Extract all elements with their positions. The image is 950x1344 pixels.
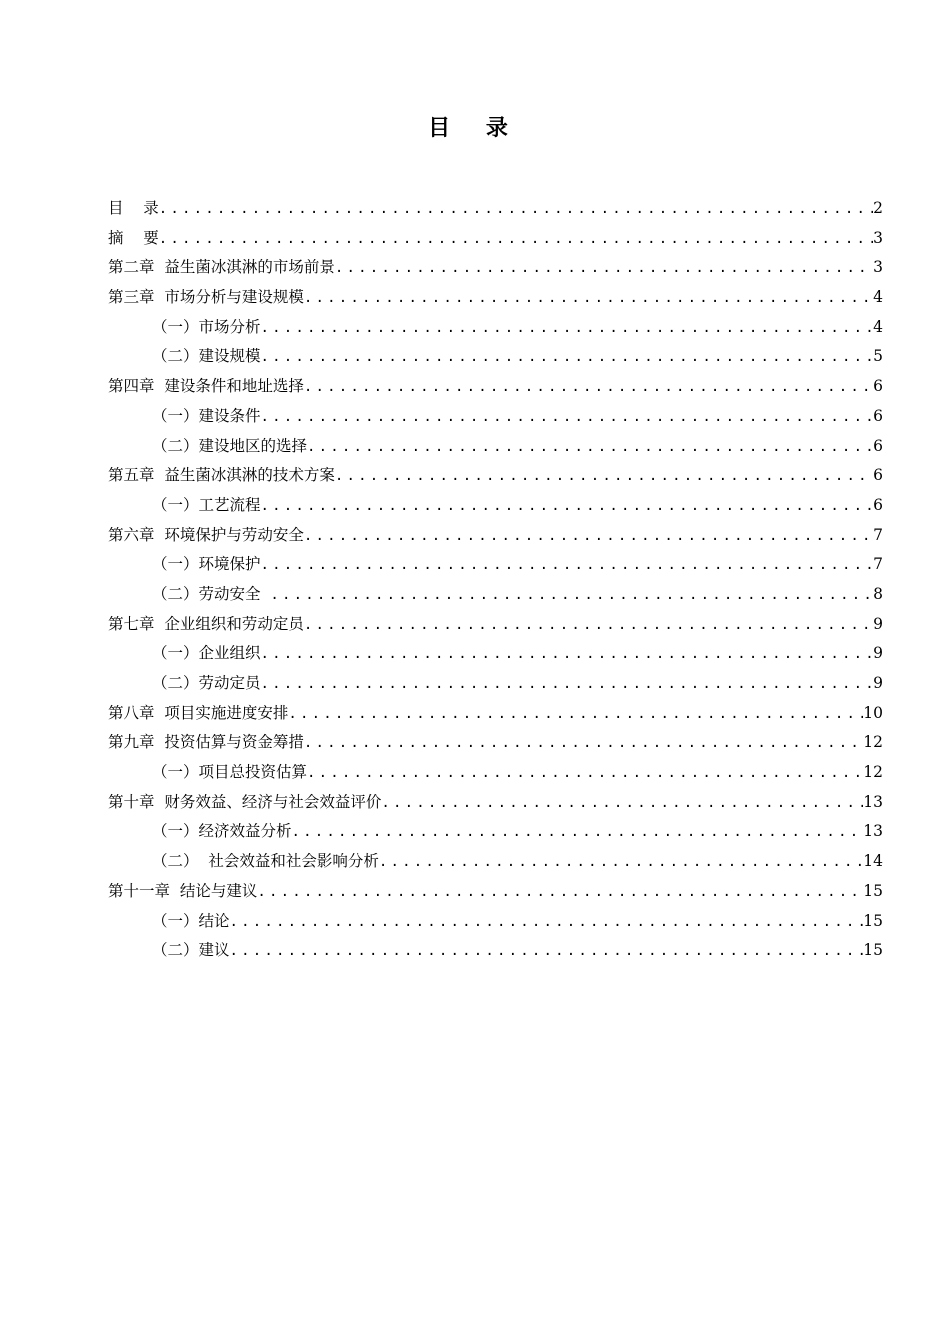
toc-entry-page-number: 9 [873,614,883,633]
toc-entry[interactable] [108,669,883,699]
toc-entry-label: （二）建议 [152,941,230,960]
toc-entry-page-number: 14 [863,852,883,871]
toc-entry[interactable] [108,432,883,462]
toc-entry-label: 第八章 项目实施进度安排 [108,703,289,722]
toc-entry-label: 目 录 [108,199,159,217]
toc-dot-leader [261,640,874,670]
toc-entry[interactable] [108,283,883,313]
toc-entry-label: （二） 社会效益和社会影响分析 [152,852,379,871]
toc-entry-page-number: 6 [873,377,883,396]
toc-entry-label: （一）市场分析 [152,317,261,336]
toc-dot-leader [307,759,863,789]
table-of-contents [108,194,883,966]
toc-entry[interactable] [108,253,883,283]
toc-dot-leader [288,700,863,730]
toc-entry[interactable] [108,342,883,372]
toc-dot-leader [304,729,863,759]
toc-entry-page-number: 6 [873,466,883,485]
toc-entry-label: 第五章 益生菌冰淇淋的技术方案 [108,466,335,485]
toc-entry-label: 第四章 建设条件和地址选择 [108,377,304,396]
toc-dot-leader [335,462,873,492]
toc-entry-page-number: 12 [863,733,883,752]
toc-dot-leader [381,789,863,819]
toc-entry-page-number: 7 [873,525,883,544]
toc-dot-leader [304,373,873,403]
toc-dot-leader [257,878,863,908]
toc-entry[interactable] [108,521,883,551]
toc-entry[interactable] [108,907,883,937]
toc-dot-leader [307,433,873,463]
toc-entry[interactable] [108,402,883,432]
toc-entry[interactable] [108,550,883,580]
toc-entry-page-number: 5 [873,347,883,366]
toc-entry-page-number: 6 [873,495,883,514]
toc-entry-page-number: 13 [863,822,883,841]
toc-entry-label: （一）企业组织 [152,644,261,663]
toc-dot-leader [230,937,864,967]
toc-entry-page-number: 3 [873,258,883,277]
toc-entry-page-number: 13 [863,792,883,811]
toc-entry[interactable] [108,817,883,847]
toc-entry-label: （一）经济效益分析 [152,822,292,841]
toc-entry-page-number: 4 [873,317,883,336]
toc-entry-page-number: 2 [873,199,883,217]
toc-entry-label: （二）劳动安全 [152,584,271,603]
toc-dot-leader [379,848,863,878]
toc-entry-label: （二）劳动定员 [152,674,261,692]
toc-entry-label: （一）结论 [152,911,230,930]
toc-entry-label: 第十一章 结论与建议 [108,881,258,900]
toc-entry-label: 第十章 财务效益、经济与社会效益评价 [108,792,382,811]
toc-entry-page-number: 9 [873,674,883,692]
toc-entry[interactable] [108,639,883,669]
toc-entry[interactable] [108,788,883,818]
toc-entry[interactable] [108,699,883,729]
page-title: 目 录 [428,116,522,141]
toc-entry-label: 第二章 益生菌冰淇淋的市场前景 [108,258,335,277]
toc-dot-leader [261,314,874,344]
toc-entry[interactable] [108,461,883,491]
toc-entry-label: （二）建设地区的选择 [152,436,308,455]
toc-entry-label: （一）项目总投资估算 [152,763,308,782]
toc-entry-page-number: 3 [873,228,883,247]
toc-dot-leader [304,284,873,314]
toc-entry[interactable] [108,194,883,224]
toc-entry[interactable] [108,491,883,521]
toc-entry-page-number: 6 [873,436,883,455]
toc-dot-leader [270,581,873,611]
toc-entry-page-number: 8 [873,584,883,603]
toc-dot-leader [261,670,874,700]
toc-entry-label: 第七章 企业组织和劳动定员 [108,614,304,633]
toc-entry[interactable] [108,758,883,788]
toc-dot-leader [159,225,873,255]
toc-entry-page-number: 7 [873,555,883,574]
toc-entry-page-number: 6 [873,406,883,425]
toc-dot-leader [304,522,873,552]
toc-dot-leader [159,195,873,225]
toc-dot-leader [230,908,864,938]
toc-entry[interactable] [108,936,883,966]
toc-dot-leader [304,611,873,641]
toc-entry[interactable] [108,728,883,758]
toc-entry[interactable] [108,877,883,907]
toc-entry-label: 第九章 投资估算与资金筹措 [108,733,304,752]
toc-entry[interactable] [108,580,883,610]
toc-dot-leader [261,492,874,522]
toc-entry-page-number: 15 [863,911,883,930]
toc-entry-label: （一）建设条件 [152,406,261,425]
toc-dot-leader [261,551,874,581]
toc-entry-page-number: 12 [863,763,883,782]
toc-entry-label: 第六章 环境保护与劳动安全 [108,525,304,544]
toc-entry-page-number: 4 [873,288,883,307]
toc-entry-page-number: 15 [863,881,883,900]
toc-entry-label: （二）建设规模 [152,347,261,366]
toc-entry-label: 第三章 市场分析与建设规模 [108,288,304,307]
toc-entry[interactable] [108,313,883,343]
toc-entry[interactable] [108,847,883,877]
toc-entry-label: 摘 要 [108,228,159,247]
toc-dot-leader [292,818,864,848]
toc-entry-label: （一）环境保护 [152,555,261,574]
toc-entry-page-number: 9 [873,644,883,663]
toc-entry[interactable] [108,610,883,640]
toc-entry-page-number: 10 [863,703,883,722]
toc-entry-page-number: 15 [863,941,883,960]
toc-entry[interactable] [108,372,883,402]
toc-dot-leader [261,403,874,433]
toc-dot-leader [335,254,873,284]
toc-entry[interactable] [108,224,883,254]
toc-entry-label: （一）工艺流程 [152,495,261,514]
toc-dot-leader [261,343,874,373]
